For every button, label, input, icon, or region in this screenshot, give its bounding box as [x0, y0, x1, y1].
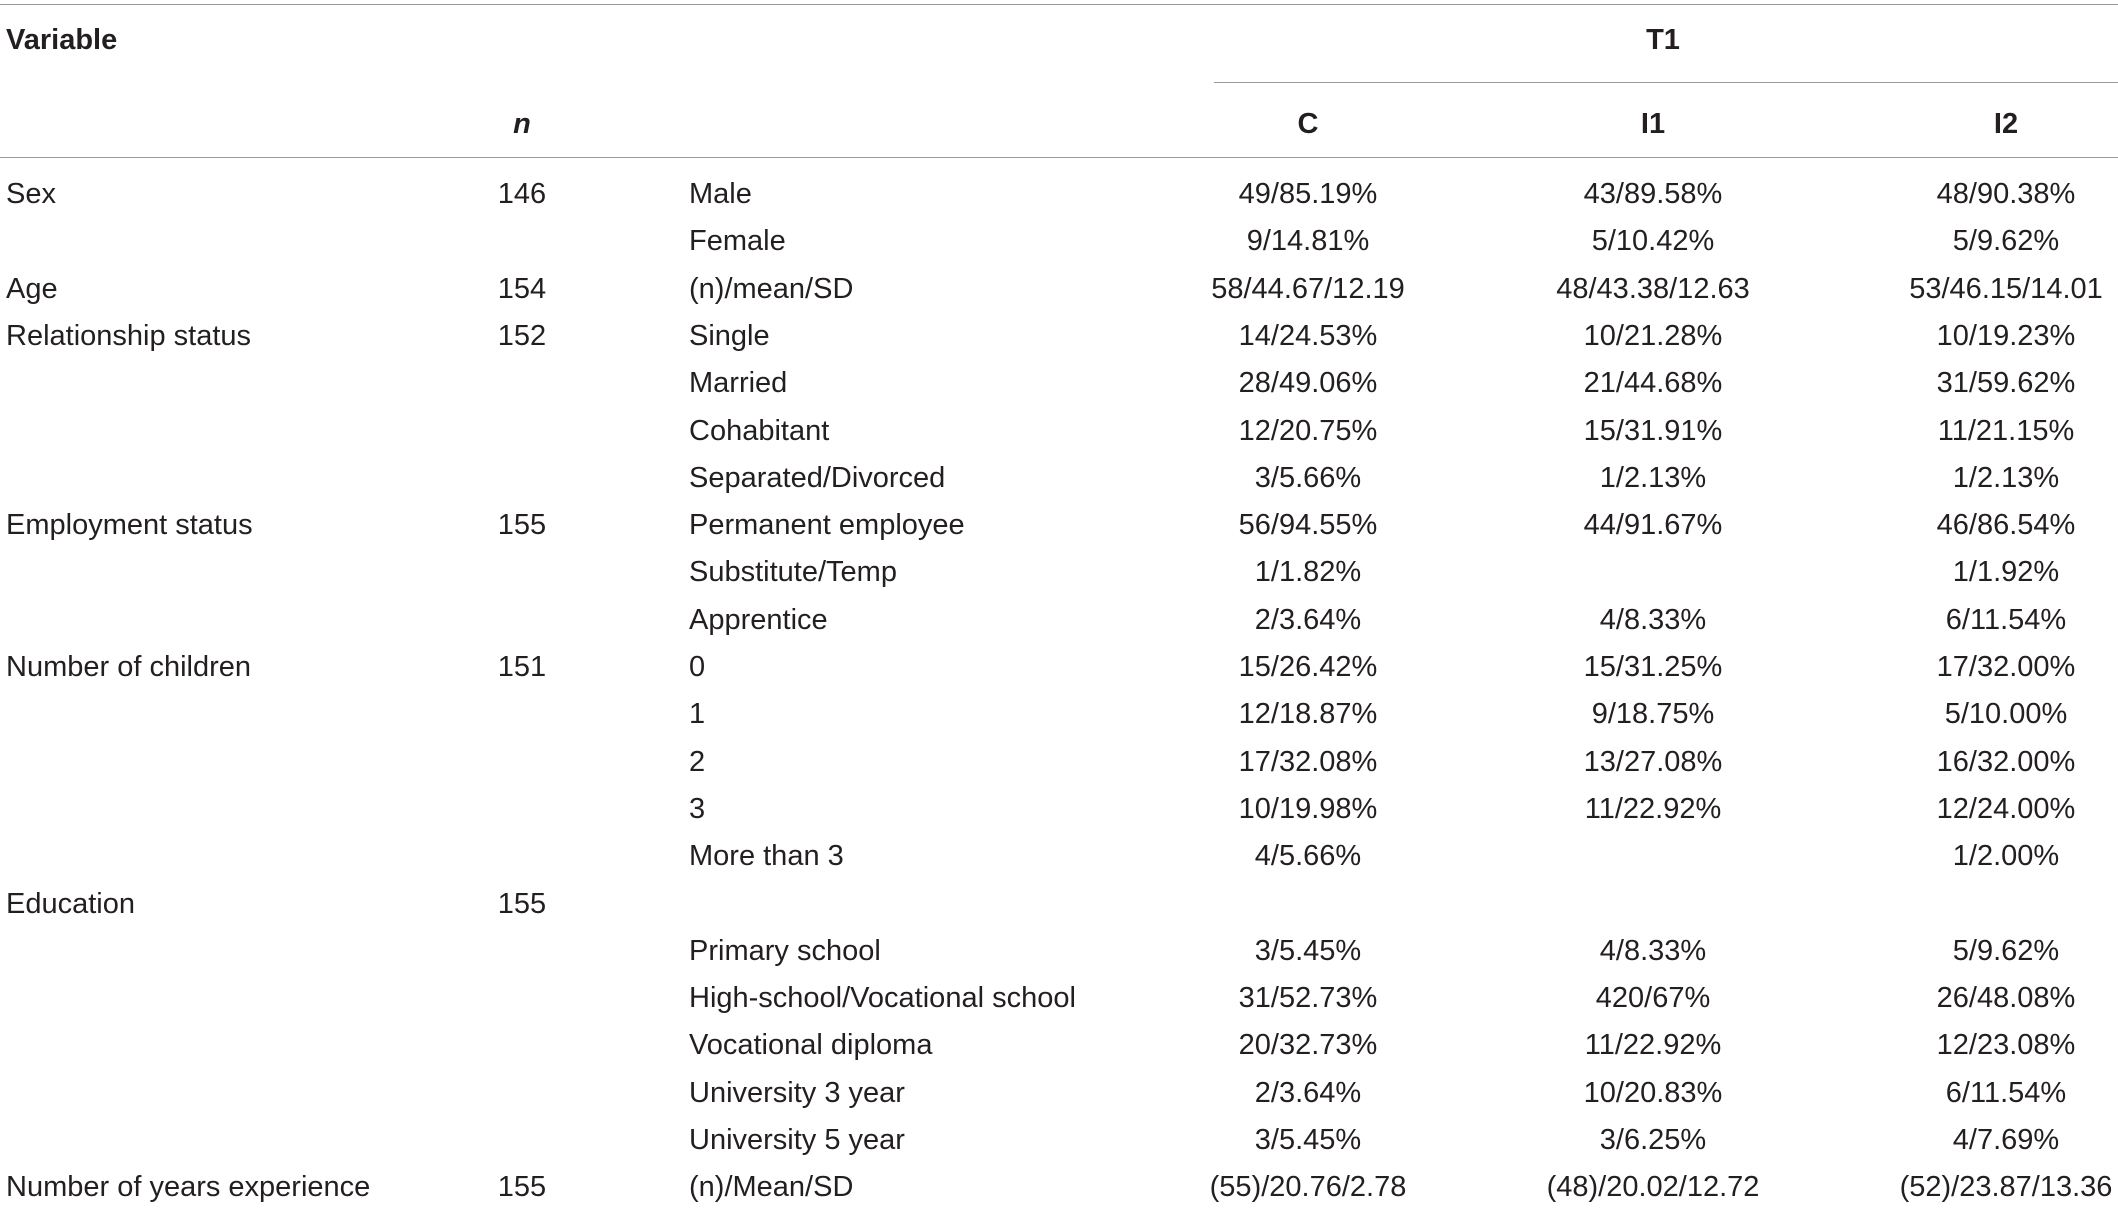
row-n: 155 — [497, 1171, 547, 1203]
row-value-i1: 44/91.67% — [1583, 509, 1723, 541]
row-value-i2: 11/21.15% — [1937, 415, 2075, 447]
row-value-c: 9/14.81% — [1246, 225, 1370, 257]
row-category: (n)/mean/SD — [689, 273, 854, 305]
row-value-i2: 53/46.15/14.01 — [1909, 273, 2103, 305]
row-value-i1: 15/31.91% — [1583, 415, 1723, 447]
header-col-i2: I2 — [1993, 108, 2019, 140]
row-value-i2: 12/24.00% — [1936, 793, 2076, 825]
row-n: 155 — [497, 509, 547, 541]
row-category: (n)/Mean/SD — [689, 1171, 854, 1203]
header-n: n — [513, 108, 531, 140]
row-category: University 5 year — [689, 1124, 905, 1156]
header-bottom-rule — [0, 157, 2118, 158]
row-variable: Number of years experience — [6, 1171, 371, 1203]
row-category: University 3 year — [689, 1077, 905, 1109]
row-variable: Age — [6, 273, 58, 305]
row-value-c: 49/85.19% — [1238, 178, 1378, 210]
row-value-i2: 16/32.00% — [1936, 746, 2076, 778]
row-value-i1: 9/18.75% — [1591, 698, 1715, 730]
row-value-i2: 1/2.00% — [1952, 840, 2060, 872]
row-value-i1: 21/44.68% — [1583, 367, 1723, 399]
row-n: 151 — [497, 651, 547, 683]
row-value-i2: 48/90.38% — [1936, 178, 2076, 210]
row-category: Primary school — [689, 935, 881, 967]
row-category: Married — [689, 367, 788, 399]
group-underline — [1214, 82, 2118, 83]
row-value-i1: 3/6.25% — [1599, 1124, 1707, 1156]
row-category: Cohabitant — [689, 415, 830, 447]
header-col-i1: I1 — [1640, 108, 1666, 140]
row-variable: Relationship status — [6, 320, 252, 352]
row-category: 3 — [689, 793, 706, 825]
row-value-c: (55)/20.76/2.78 — [1209, 1171, 1407, 1203]
row-value-i1: 48/43.38/12.63 — [1556, 273, 1750, 305]
row-value-c: 2/3.64% — [1254, 604, 1362, 636]
row-value-c: 3/5.66% — [1254, 462, 1362, 494]
row-value-i2: 12/23.08% — [1936, 1029, 2076, 1061]
header-variable: Variable — [6, 24, 118, 56]
row-category: Substitute/Temp — [689, 556, 897, 588]
row-value-i2: 26/48.08% — [1936, 982, 2076, 1014]
row-category: Separated/Divorced — [689, 462, 946, 494]
row-n: 146 — [497, 178, 547, 210]
row-value-i2: 31/59.62% — [1936, 367, 2076, 399]
row-value-i1: 5/10.42% — [1591, 225, 1715, 257]
row-category: 1 — [689, 698, 706, 730]
row-n: 152 — [497, 320, 547, 352]
row-value-c: 10/19.98% — [1238, 793, 1378, 825]
row-category: Male — [689, 178, 752, 210]
row-category: Single — [689, 320, 770, 352]
row-value-c: 4/5.66% — [1254, 840, 1362, 872]
row-category: High-school/Vocational school — [689, 982, 1076, 1014]
row-variable: Employment status — [6, 509, 253, 541]
row-category: Permanent employee — [689, 509, 965, 541]
row-value-i2: 5/9.62% — [1952, 225, 2060, 257]
row-value-i2: 1/1.92% — [1952, 556, 2060, 588]
row-value-c: 15/26.42% — [1238, 651, 1378, 683]
row-variable: Education — [6, 888, 135, 920]
row-value-i1: 15/31.25% — [1583, 651, 1723, 683]
row-category: 2 — [689, 746, 706, 778]
row-value-i1: 11/22.92% — [1584, 1029, 1722, 1061]
row-value-i2: 6/11.54% — [1945, 604, 2067, 636]
row-value-c: 1/1.82% — [1254, 556, 1362, 588]
row-category: More than 3 — [689, 840, 844, 872]
row-value-c: 28/49.06% — [1238, 367, 1378, 399]
row-n: 155 — [497, 888, 547, 920]
row-variable: Sex — [6, 178, 56, 210]
row-value-i2: 4/7.69% — [1952, 1124, 2060, 1156]
row-value-i1: 10/21.28% — [1583, 320, 1723, 352]
row-value-i2: 6/11.54% — [1945, 1077, 2067, 1109]
row-value-c: 17/32.08% — [1238, 746, 1378, 778]
row-value-i2: 1/2.13% — [1952, 462, 2060, 494]
row-value-i1: 11/22.92% — [1584, 793, 1722, 825]
row-value-i2: 5/9.62% — [1952, 935, 2060, 967]
row-value-c: 20/32.73% — [1238, 1029, 1378, 1061]
row-value-i1: 4/8.33% — [1599, 935, 1707, 967]
row-value-c: 58/44.67/12.19 — [1211, 273, 1405, 305]
row-value-c: 3/5.45% — [1254, 1124, 1362, 1156]
row-value-c: 3/5.45% — [1254, 935, 1362, 967]
table-top-rule — [0, 4, 2118, 5]
row-variable: Number of children — [6, 651, 251, 683]
row-category: Vocational diploma — [689, 1029, 933, 1061]
row-value-c: 2/3.64% — [1254, 1077, 1362, 1109]
row-value-i1: 1/2.13% — [1599, 462, 1707, 494]
row-value-i2: 10/19.23% — [1936, 320, 2076, 352]
row-value-i1: (48)/20.02/12.72 — [1546, 1171, 1760, 1203]
row-value-c: 12/18.87% — [1238, 698, 1378, 730]
row-value-i1: 13/27.08% — [1583, 746, 1723, 778]
row-value-c: 14/24.53% — [1238, 320, 1378, 352]
row-category: 0 — [689, 651, 706, 683]
row-n: 154 — [497, 273, 547, 305]
row-value-i1: 4/8.33% — [1599, 604, 1707, 636]
row-value-i2: 46/86.54% — [1936, 509, 2076, 541]
row-value-c: 31/52.73% — [1238, 982, 1378, 1014]
row-category: Apprentice — [689, 604, 828, 636]
header-group-t1: T1 — [1646, 24, 1680, 56]
row-value-i1: 10/20.83% — [1583, 1077, 1723, 1109]
row-category: Female — [689, 225, 786, 257]
row-value-i2: (52)/23.87/13.36 — [1899, 1171, 2113, 1203]
row-value-i2: 17/32.00% — [1936, 651, 2076, 683]
row-value-i2: 5/10.00% — [1944, 698, 2068, 730]
row-value-i1: 420/67% — [1595, 982, 1711, 1014]
row-value-c: 56/94.55% — [1238, 509, 1378, 541]
header-col-c: C — [1297, 108, 1319, 140]
row-value-i1: 43/89.58% — [1583, 178, 1723, 210]
row-value-c: 12/20.75% — [1238, 415, 1378, 447]
